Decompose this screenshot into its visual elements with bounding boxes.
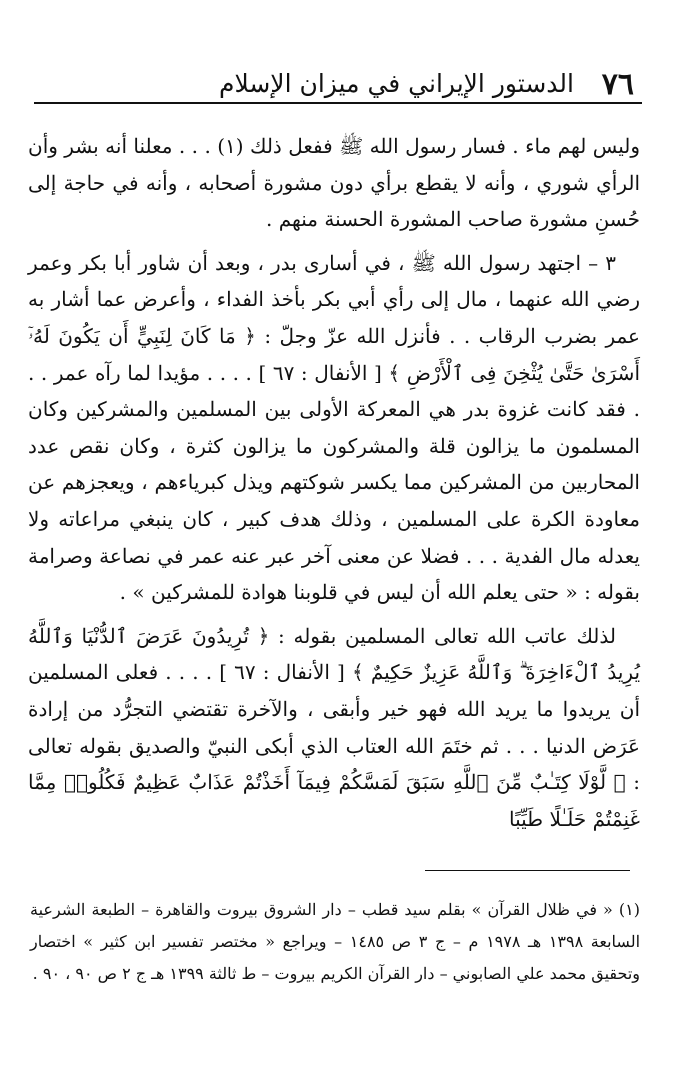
running-title: الدستور الإيراني في ميزان الإسلام <box>218 69 574 98</box>
footnote: (١) « في ظلال القرآن » بقلم سيد قطب – دار الشروق بيروت والقاهرة – الطبعة الشرعية السابعة ١٣٩٨ هـ ١٩٧٨ م – ج ٣ ص ١٤٨٥ – ويراجع « مختصر تفسير ابن كثير » اختصار وتحقيق محمد علي الصابوني – دار القرآن الكريم بيروت – ط ثالثة ١٣٩٩ هـ ج ٢ ص ٩٠ ، ٩٠ . <box>30 900 641 983</box>
paragraph: ٣ – اجتهد رسول الله ﷺ ، في أسارى بدر ، وبعد أن شاور أبا بكر وعمر رضي الله عنهما ، مال إلى رأي أبي بكر بأخذ الفداء ، وأعرض عما أشار به عمر بضرب الرقاب . . فأنزل الله عزّ وجلّ : ﴿ مَا كَانَ لِنَبِيٍّ أَن يَكُونَ لَهُۥٓ أَسْرَىٰ حَتَّىٰ يُثْخِنَ فِى ٱلْأَرْضِ ﴾ [ الأنفال : ٦٧ ] . . . . مؤيدا لما رآه عمر . . . فقد كانت غزوة بدر هي المعركة الأولى بين المسلمين والمشركين وكان المسلمون ما يزالون قلة والمشركون ما يزالون كثرة ، وكان نقص عدد المحاربين من المشركين مما يكسر شوكتهم ويذل كبرياءهم ، ويعجزهم عن معاودة الكرة على المسلمين ، وذلك هدف كبير ، كان ينبغي مراعاته ولا يعدله مال الفدية . . . فضلا عن معنى آخر عبر عنه عمر في نصاعة وصرامة بقوله : « حتى يعلم الله أن ليس في قلوبنا هوادة للمشركين » . <box>28 250 640 605</box>
paragraph: لذلك عاتب الله تعالى المسلمين بقوله : ﴿ تُرِيدُونَ عَرَضَ ٱلدُّنْيَا وَٱللَّهُ يُرِيدُ ٱلْءَاخِرَةَ ۗ وَٱللَّهُ عَزِيزٌ حَكِيمٌ ﴾ [ الأنفال : ٦٧ ] . . . . فعلى المسلمين أن يريدوا ما يريد الله فهو خير وأبقى ، والآخرة تقتضي التجرُّد من إرادة عَرَض الدنيا . . . ثم ختَمَ الله العتاب الذي أبكى النبيّ والصديق بقوله تعالى : ﴿ لَّوْلَا كِتَـٰبٌ مِّنَ ٱللَّهِ سَبَقَ لَمَسَّكُمْ فِيمَآ أَخَذْتُمْ عَذَابٌ عَظِيمٌ فَكُلُوا۟ مِمَّا غَنِمْتُمْ حَلَـٰلًا طَيِّبًا <box>28 623 641 831</box>
page-number: ٧٦ <box>601 67 634 102</box>
header-rule <box>34 102 642 104</box>
page-header <box>34 58 642 104</box>
main-text <box>28 128 640 844</box>
footnote-separator <box>425 870 630 871</box>
paragraph: وليس لهم ماء . فسار رسول الله ﷺ ففعل ذلك (١) . . . معلنا أنه بشر وأن الرأي شوري ، وأنه لا يقطع برأي دون مشورة أصحابه ، وأنه في حاجة إلى حُسنِ مشورة صاحب المشورة الحسنة منهم . <box>28 134 641 232</box>
